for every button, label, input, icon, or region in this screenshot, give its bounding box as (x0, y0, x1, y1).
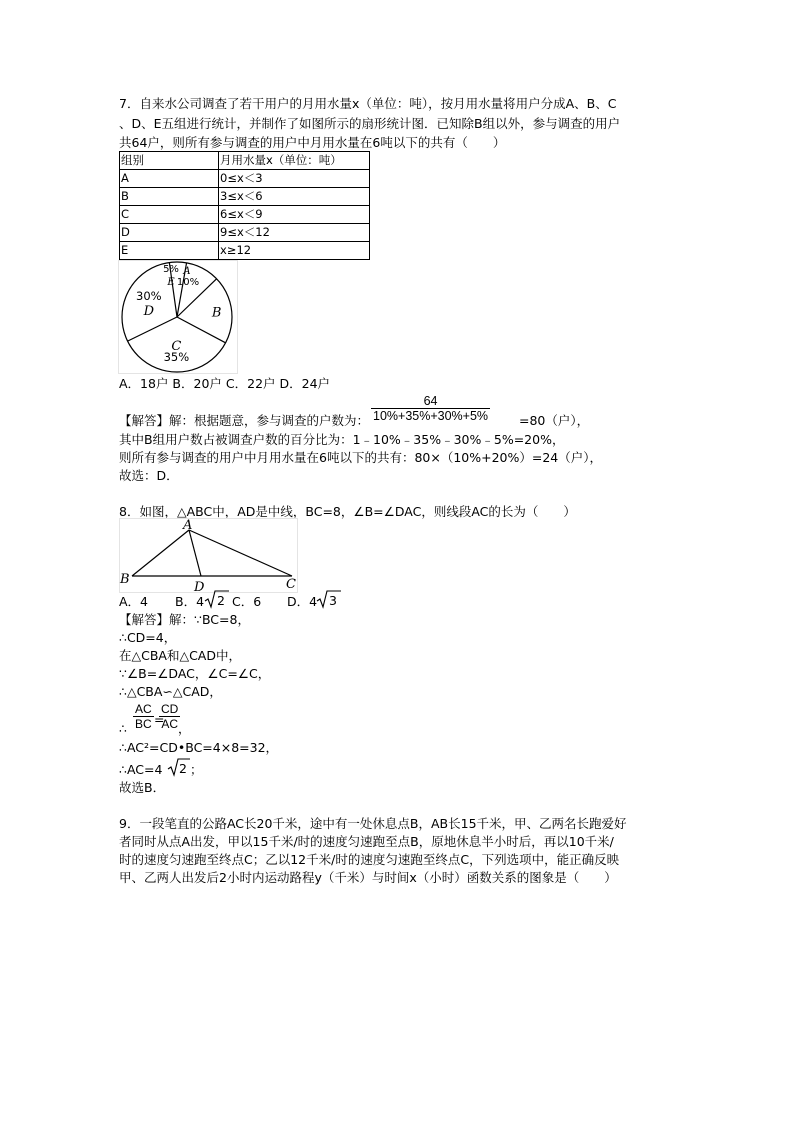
fraction-numerator: AC (135, 702, 152, 716)
side-ab (132, 530, 189, 576)
fraction-numerator: CD (161, 702, 179, 716)
fraction-denominator: 10%+35%+30%+5% (373, 409, 489, 423)
table-cell: 0≤x＜3 (219, 170, 370, 188)
q7-options: A．18户 B．20户 C．22户 D．24户 (119, 376, 331, 391)
sqrt-symbol (167, 757, 191, 777)
pie-percent-label-c: 35% (163, 349, 190, 364)
q8-ratio-prefix: ∴ (119, 721, 127, 736)
q8-solution-line-7: ∴AC²=CD•BC=4×8=32， (119, 740, 279, 755)
sqrt-symbol (204, 589, 230, 609)
table-cell: C (120, 206, 219, 224)
q7-solution-line-2: 其中B组用户数占被调查户数的百分比为：1﹣10%﹣35%﹣30%﹣5%=20%， (119, 432, 565, 447)
q8-solution-line-5: ∴△CBA∽△CAD， (119, 684, 222, 699)
pie-category-label-c: C (171, 338, 182, 354)
pie-category-label-a: A (183, 266, 191, 277)
table-header-cell: 月用水量x（单位：吨） (219, 152, 370, 170)
label-a: A (183, 518, 193, 533)
pie-percent-label-d: 30% (136, 289, 162, 303)
q7-solution-line-3: 则所有参与调查的用户中月用水量在6吨以下的共有：80×（10%+20%）=24（户）， (119, 450, 603, 465)
pie-category-label-e: E (167, 277, 175, 288)
q9-stem-line-1: 9．一段笔直的公路AC长20千米，途中有一处休息点B，AB长15千米，甲、乙两名长跑爱好 (119, 816, 627, 831)
radicand: 2 (179, 761, 187, 776)
side-ac (189, 530, 292, 576)
q8-solution-line-4: ∵∠B=∠DAC，∠C=∠C， (119, 666, 271, 681)
q8-option-a: A．4 (119, 594, 149, 609)
table-cell: x≥12 (219, 242, 370, 260)
q8-ratio-fraction-1 (133, 702, 154, 731)
q9-stem-line-3: 时的速度匀速跑至终点C；乙以12千米/时的速度匀速跑至终点C，下列选项中，能正确反映 (119, 852, 620, 867)
table-row (120, 188, 370, 206)
q8-solution-line-2: ∴CD=4， (119, 630, 177, 645)
q8-stem: 8．如图，△ABC中，AD是中线，BC=8，∠B=∠DAC，则线段AC的长为（ ） (119, 504, 576, 519)
q7-solution-fraction (371, 394, 490, 423)
table-row (120, 242, 370, 260)
table-cell: A (120, 170, 219, 188)
radicand: 2 (217, 593, 225, 608)
fraction-denominator: BC (135, 717, 152, 731)
q8-triangle-figure (119, 518, 299, 594)
q7-pie-chart (118, 260, 238, 374)
q8-ratio-suffix: ， (178, 721, 191, 736)
sqrt-symbol (316, 589, 342, 609)
fraction-denominator: AC (161, 717, 178, 731)
figure-frame (120, 519, 298, 593)
pie-category-label-b: B (211, 305, 222, 321)
q8-solution-line-9: 故选B． (119, 780, 166, 795)
q8-option-b: B．4 (175, 594, 205, 609)
table-cell: D (120, 224, 219, 242)
table-cell: 9≤x＜12 (219, 224, 370, 242)
label-b: B (120, 572, 130, 587)
q8-solution-line-8: ∴AC=4 (119, 762, 163, 777)
table-row (120, 170, 370, 188)
radicand: 3 (329, 593, 337, 608)
table-row (120, 206, 370, 224)
q8-ratio-equals: = (154, 712, 165, 727)
pie-category-label-d: D (143, 304, 155, 319)
q8-solution-line-1: 【解答】解：∵BC=8， (119, 612, 250, 627)
q7-stem-line-3: 共64户，则所有参与调查的用户中月用水量在6吨以下的共有（ ） (119, 135, 506, 150)
pie-percent-label-e: 5% (163, 264, 179, 275)
label-c: C (286, 577, 296, 592)
q7-stem-line-1: 7．自来水公司调查了若干用户的月用水量x（单位：吨），按月用水量将用户分成A、B、C (119, 96, 617, 111)
table-cell: B (120, 188, 219, 206)
q8-solution-line-3: 在△CBA和△CAD中， (119, 648, 241, 663)
table-cell: 6≤x＜9 (219, 206, 370, 224)
label-d: D (194, 580, 205, 594)
median-ad (189, 530, 201, 576)
table-cell: 3≤x＜6 (219, 188, 370, 206)
q7-solution-result: =80（户）， (519, 413, 590, 428)
fraction-numerator: 64 (371, 394, 490, 409)
table-header-cell: 组别 (120, 152, 219, 170)
q8-option-d: D．4 (287, 594, 318, 609)
q8-option-c: C．6 (232, 594, 262, 609)
table-cell: E (120, 242, 219, 260)
q9-stem-line-2: 者同时从点A出发，甲以15千米/时的速度匀速跑至点B，原地休息半小时后，再以10千米/ (119, 834, 614, 849)
q7-water-usage-table (119, 151, 370, 260)
q7-solution-lead: 【解答】解：根据题意，参与调查的户数为： (119, 413, 370, 428)
pie-percent-label-a: 10% (176, 277, 200, 288)
table-header-row (120, 152, 370, 170)
q7-solution-line-4: 故选：D． (119, 468, 179, 483)
table-row (120, 224, 370, 242)
q8-solution-line-8-suffix: ； (190, 762, 203, 777)
q9-stem-line-4: 甲、乙两人出发后2小时内运动路程y（千米）与时间x（小时）函数关系的图象是（ ） (119, 870, 617, 885)
q7-stem-line-2: 、D、E五组进行统计，并制作了如图所示的扇形统计图．已知除B组以外，参与调查的用户 (119, 116, 621, 131)
